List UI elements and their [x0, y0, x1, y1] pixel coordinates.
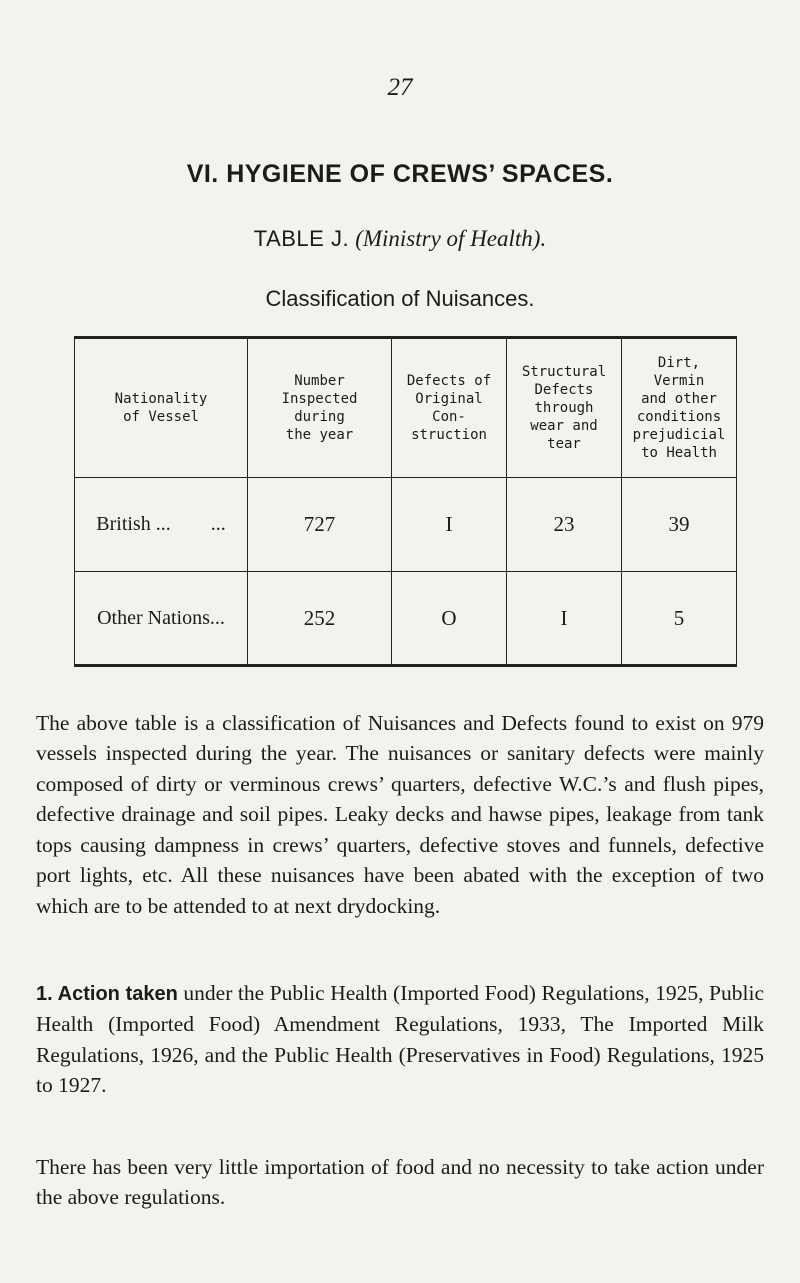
paragraph-lead: 1. Action taken [36, 982, 178, 1005]
table-title [0, 226, 800, 252]
table-source: (Ministry of Health). [355, 226, 547, 251]
cell-dirt-vermin: 5 [622, 572, 737, 666]
header-original-construction-defects: Defects of Original Con- struction [392, 338, 507, 478]
table-row [75, 478, 737, 572]
header-dirt-vermin: Dirt, Vermin and other conditions prejudicial to Health [622, 338, 737, 478]
section-title: VI. HYGIENE OF CREWS’ SPACES. [186, 160, 614, 188]
cell-original-construction: O [392, 572, 507, 666]
paragraph-imported-food-regulations [36, 978, 764, 1101]
nuisance-classification-table [74, 336, 737, 667]
header-nationality: Nationality of Vessel [75, 338, 248, 478]
paragraph-body: under the Public Health (Imported Food) Regulations, 1925, Public Health (Imported Food) Amendment Regulations, 1933, The Imported Milk Regulations, 1926, and the Public Health (Preservatives in Food) Regulations, 1925 to 1927. [36, 980, 764, 1097]
paragraph-nuisance-summary: The above table is a classification of Nuisances and Defects found to exist on 979 vessels inspected during the year. The nuisances or sanitary defects were mainly composed of dirty or verminous crews’ quarters, defective W.C.’s and flush pipes, defective drainage and soil pipes. Leaky decks and hawse pipes, leakage from tank tops causing dampness in crews’ quarters, defective stoves and funnels, defective port lights, etc. All these nuisances have been abated with the exception of two which are to be attended to at next drydocking. [36, 710, 764, 918]
table-row [75, 572, 737, 666]
cell-number-inspected: 252 [248, 572, 392, 666]
cell-nationality: Other Nations... [75, 572, 248, 666]
cell-number-inspected: 727 [248, 478, 392, 572]
cell-nationality: British ... ... [75, 478, 248, 572]
table-subtitle: Classification of Nuisances. [265, 286, 535, 311]
cell-structural: I [507, 572, 622, 666]
table-ref: TABLE J. [253, 226, 350, 251]
header-number-inspected: Number Inspected during the year [248, 338, 392, 478]
page-number: 27 [387, 74, 413, 101]
table-header-row [75, 338, 737, 478]
paragraph-food-importation: There has been very little importation of food and no necessity to take action under the above regulations. [36, 1154, 764, 1209]
cell-dirt-vermin: 39 [622, 478, 737, 572]
cell-original-construction: I [392, 478, 507, 572]
header-structural-defects: Structural Defects through wear and tear [507, 338, 622, 478]
cell-structural: 23 [507, 478, 622, 572]
